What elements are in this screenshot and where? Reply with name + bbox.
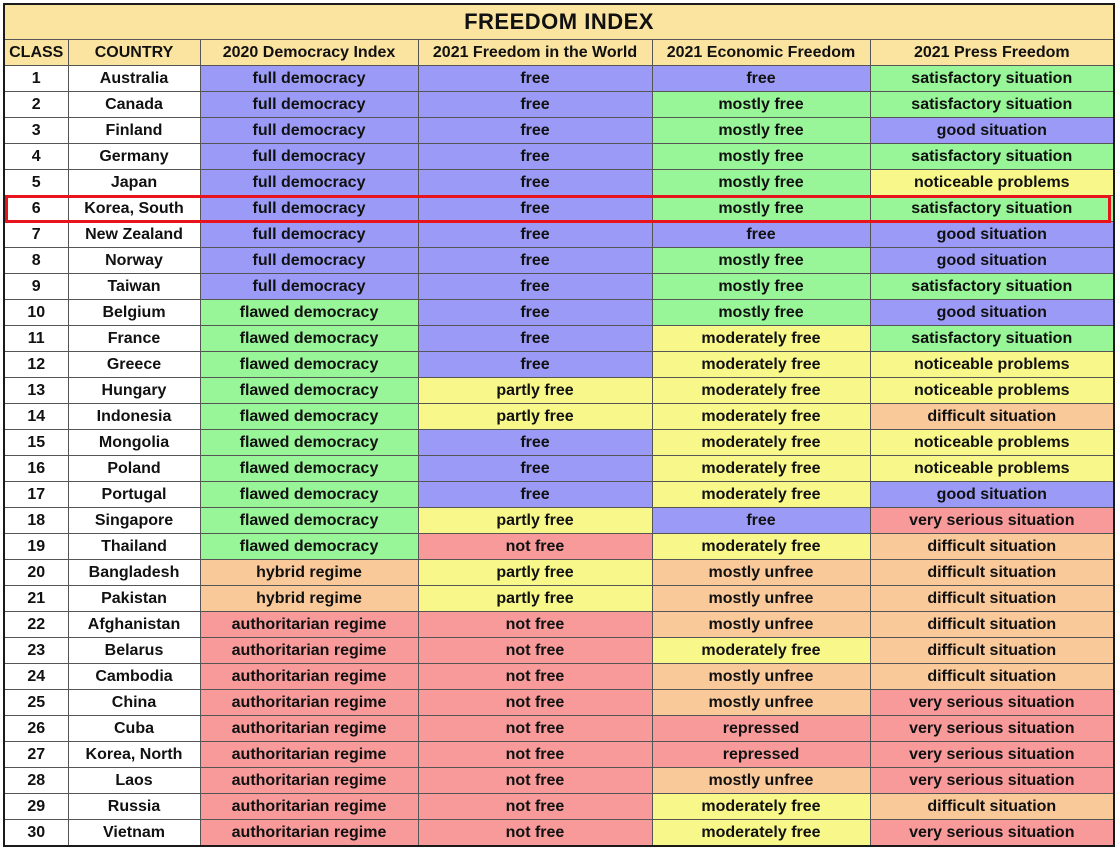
freedom-cell: free <box>418 430 652 456</box>
press-cell: very serious situation <box>870 742 1114 768</box>
table-row <box>4 534 1114 560</box>
header-economic-freedom: 2021 Economic Freedom <box>652 40 870 66</box>
democracy-cell: authoritarian regime <box>200 794 418 820</box>
economic-cell: moderately free <box>652 404 870 430</box>
table-row <box>4 326 1114 352</box>
democracy-cell: flawed democracy <box>200 300 418 326</box>
freedom-cell: not free <box>418 820 652 847</box>
country-cell: Taiwan <box>68 274 200 300</box>
country-cell: Belgium <box>68 300 200 326</box>
press-cell: noticeable problems <box>870 352 1114 378</box>
press-cell: noticeable problems <box>870 378 1114 404</box>
class-cell: 20 <box>4 560 68 586</box>
economic-cell: repressed <box>652 742 870 768</box>
freedom-cell: free <box>418 170 652 196</box>
economic-cell: mostly free <box>652 92 870 118</box>
country-cell: China <box>68 690 200 716</box>
freedom-cell: free <box>418 144 652 170</box>
democracy-cell: flawed democracy <box>200 456 418 482</box>
democracy-cell: hybrid regime <box>200 586 418 612</box>
economic-cell: moderately free <box>652 638 870 664</box>
democracy-cell: full democracy <box>200 196 418 222</box>
class-cell: 21 <box>4 586 68 612</box>
democracy-cell: flawed democracy <box>200 482 418 508</box>
country-cell: Pakistan <box>68 586 200 612</box>
class-cell: 8 <box>4 248 68 274</box>
country-cell: Thailand <box>68 534 200 560</box>
economic-cell: mostly unfree <box>652 664 870 690</box>
class-cell: 27 <box>4 742 68 768</box>
democracy-cell: flawed democracy <box>200 326 418 352</box>
country-cell: Finland <box>68 118 200 144</box>
table-row <box>4 638 1114 664</box>
class-cell: 29 <box>4 794 68 820</box>
democracy-cell: authoritarian regime <box>200 716 418 742</box>
democracy-cell: flawed democracy <box>200 352 418 378</box>
header-class: CLASS <box>4 40 68 66</box>
freedom-cell: partly free <box>418 560 652 586</box>
democracy-cell: authoritarian regime <box>200 768 418 794</box>
country-cell: France <box>68 326 200 352</box>
democracy-cell: flawed democracy <box>200 534 418 560</box>
table-row <box>4 456 1114 482</box>
table-row <box>4 274 1114 300</box>
class-cell: 14 <box>4 404 68 430</box>
economic-cell: mostly free <box>652 248 870 274</box>
freedom-cell: free <box>418 300 652 326</box>
freedom-cell: not free <box>418 612 652 638</box>
economic-cell: moderately free <box>652 430 870 456</box>
democracy-cell: authoritarian regime <box>200 820 418 847</box>
economic-cell: mostly free <box>652 274 870 300</box>
table-row <box>4 768 1114 794</box>
country-cell: Belarus <box>68 638 200 664</box>
country-cell: Cuba <box>68 716 200 742</box>
class-cell: 28 <box>4 768 68 794</box>
table-row <box>4 612 1114 638</box>
class-cell: 19 <box>4 534 68 560</box>
press-cell: very serious situation <box>870 716 1114 742</box>
class-cell: 5 <box>4 170 68 196</box>
country-cell: Singapore <box>68 508 200 534</box>
table-row <box>4 690 1114 716</box>
economic-cell: moderately free <box>652 534 870 560</box>
freedom-cell: not free <box>418 664 652 690</box>
country-cell: New Zealand <box>68 222 200 248</box>
freedom-cell: not free <box>418 690 652 716</box>
country-cell: Bangladesh <box>68 560 200 586</box>
press-cell: very serious situation <box>870 690 1114 716</box>
country-cell: Vietnam <box>68 820 200 847</box>
table-row <box>4 508 1114 534</box>
press-cell: good situation <box>870 300 1114 326</box>
freedom-cell: free <box>418 222 652 248</box>
class-cell: 13 <box>4 378 68 404</box>
freedom-cell: free <box>418 196 652 222</box>
press-cell: satisfactory situation <box>870 92 1114 118</box>
country-cell: Japan <box>68 170 200 196</box>
democracy-cell: authoritarian regime <box>200 638 418 664</box>
press-cell: difficult situation <box>870 534 1114 560</box>
country-cell: Indonesia <box>68 404 200 430</box>
economic-cell: moderately free <box>652 794 870 820</box>
freedom-cell: partly free <box>418 586 652 612</box>
press-cell: good situation <box>870 222 1114 248</box>
class-cell: 2 <box>4 92 68 118</box>
class-cell: 30 <box>4 820 68 847</box>
economic-cell: mostly free <box>652 196 870 222</box>
economic-cell: free <box>652 66 870 92</box>
freedom-cell: not free <box>418 638 652 664</box>
democracy-cell: authoritarian regime <box>200 690 418 716</box>
democracy-cell: full democracy <box>200 144 418 170</box>
economic-cell: mostly unfree <box>652 586 870 612</box>
freedom-cell: free <box>418 66 652 92</box>
economic-cell: moderately free <box>652 378 870 404</box>
press-cell: difficult situation <box>870 664 1114 690</box>
democracy-cell: flawed democracy <box>200 404 418 430</box>
freedom-cell: free <box>418 274 652 300</box>
economic-cell: moderately free <box>652 326 870 352</box>
freedom-cell: not free <box>418 534 652 560</box>
country-cell: Canada <box>68 92 200 118</box>
table-title: FREEDOM INDEX <box>4 4 1114 40</box>
economic-cell: mostly free <box>652 144 870 170</box>
country-cell: Korea, North <box>68 742 200 768</box>
press-cell: satisfactory situation <box>870 144 1114 170</box>
class-cell: 12 <box>4 352 68 378</box>
table-row <box>4 170 1114 196</box>
democracy-cell: full democracy <box>200 92 418 118</box>
table-row <box>4 794 1114 820</box>
freedom-cell: free <box>418 456 652 482</box>
class-cell: 17 <box>4 482 68 508</box>
freedom-cell: free <box>418 92 652 118</box>
country-cell: Norway <box>68 248 200 274</box>
freedom-cell: free <box>418 118 652 144</box>
table-body <box>4 66 1114 847</box>
press-cell: good situation <box>870 118 1114 144</box>
class-cell: 1 <box>4 66 68 92</box>
economic-cell: mostly unfree <box>652 612 870 638</box>
press-cell: difficult situation <box>870 612 1114 638</box>
press-cell: noticeable problems <box>870 430 1114 456</box>
class-cell: 23 <box>4 638 68 664</box>
country-cell: Hungary <box>68 378 200 404</box>
table-row <box>4 118 1114 144</box>
freedom-cell: free <box>418 482 652 508</box>
economic-cell: mostly unfree <box>652 690 870 716</box>
table-row <box>4 716 1114 742</box>
press-cell: very serious situation <box>870 508 1114 534</box>
economic-cell: moderately free <box>652 352 870 378</box>
table-row <box>4 404 1114 430</box>
economic-cell: free <box>652 222 870 248</box>
democracy-cell: flawed democracy <box>200 378 418 404</box>
header-press-freedom: 2021 Press Freedom <box>870 40 1114 66</box>
class-cell: 18 <box>4 508 68 534</box>
press-cell: noticeable problems <box>870 170 1114 196</box>
header-row <box>4 40 1114 66</box>
table-row <box>4 92 1114 118</box>
democracy-cell: full democracy <box>200 222 418 248</box>
economic-cell: mostly free <box>652 170 870 196</box>
country-cell: Mongolia <box>68 430 200 456</box>
economic-cell: moderately free <box>652 456 870 482</box>
country-cell: Russia <box>68 794 200 820</box>
table-row <box>4 742 1114 768</box>
table-row <box>4 352 1114 378</box>
class-cell: 4 <box>4 144 68 170</box>
democracy-cell: full democracy <box>200 118 418 144</box>
democracy-cell: full democracy <box>200 248 418 274</box>
table-row <box>4 430 1114 456</box>
freedom-cell: partly free <box>418 378 652 404</box>
class-cell: 24 <box>4 664 68 690</box>
press-cell: satisfactory situation <box>870 196 1114 222</box>
economic-cell: mostly free <box>652 300 870 326</box>
economic-cell: mostly unfree <box>652 768 870 794</box>
table-row <box>4 586 1114 612</box>
freedom-cell: not free <box>418 794 652 820</box>
democracy-cell: full democracy <box>200 274 418 300</box>
table-row <box>4 248 1114 274</box>
press-cell: very serious situation <box>870 820 1114 847</box>
press-cell: good situation <box>870 248 1114 274</box>
class-cell: 6 <box>4 196 68 222</box>
economic-cell: repressed <box>652 716 870 742</box>
country-cell: Korea, South <box>68 196 200 222</box>
economic-cell: moderately free <box>652 482 870 508</box>
table-row <box>4 560 1114 586</box>
table-row <box>4 378 1114 404</box>
class-cell: 25 <box>4 690 68 716</box>
press-cell: difficult situation <box>870 586 1114 612</box>
class-cell: 15 <box>4 430 68 456</box>
table-row <box>4 196 1114 222</box>
class-cell: 9 <box>4 274 68 300</box>
table-row <box>4 222 1114 248</box>
democracy-cell: full democracy <box>200 66 418 92</box>
country-cell: Laos <box>68 768 200 794</box>
country-cell: Australia <box>68 66 200 92</box>
table-row <box>4 300 1114 326</box>
table-row <box>4 664 1114 690</box>
economic-cell: mostly free <box>652 118 870 144</box>
class-cell: 26 <box>4 716 68 742</box>
freedom-cell: free <box>418 326 652 352</box>
democracy-cell: full democracy <box>200 170 418 196</box>
freedom-cell: not free <box>418 716 652 742</box>
press-cell: noticeable problems <box>870 456 1114 482</box>
header-freedom-in-the-world: 2021 Freedom in the World <box>418 40 652 66</box>
democracy-cell: authoritarian regime <box>200 612 418 638</box>
press-cell: good situation <box>870 482 1114 508</box>
country-cell: Poland <box>68 456 200 482</box>
economic-cell: free <box>652 508 870 534</box>
class-cell: 7 <box>4 222 68 248</box>
class-cell: 11 <box>4 326 68 352</box>
freedom-cell: free <box>418 352 652 378</box>
press-cell: very serious situation <box>870 768 1114 794</box>
table-row <box>4 66 1114 92</box>
democracy-cell: flawed democracy <box>200 508 418 534</box>
democracy-cell: hybrid regime <box>200 560 418 586</box>
freedom-index-table <box>3 3 1115 847</box>
table-row <box>4 144 1114 170</box>
press-cell: satisfactory situation <box>870 326 1114 352</box>
class-cell: 10 <box>4 300 68 326</box>
press-cell: difficult situation <box>870 404 1114 430</box>
freedom-cell: not free <box>418 768 652 794</box>
table-row <box>4 482 1114 508</box>
democracy-cell: authoritarian regime <box>200 742 418 768</box>
table-row <box>4 820 1114 847</box>
democracy-cell: flawed democracy <box>200 430 418 456</box>
press-cell: difficult situation <box>870 638 1114 664</box>
country-cell: Germany <box>68 144 200 170</box>
country-cell: Greece <box>68 352 200 378</box>
press-cell: difficult situation <box>870 794 1114 820</box>
class-cell: 3 <box>4 118 68 144</box>
press-cell: satisfactory situation <box>870 274 1114 300</box>
freedom-cell: partly free <box>418 508 652 534</box>
press-cell: difficult situation <box>870 560 1114 586</box>
header-country: COUNTRY <box>68 40 200 66</box>
freedom-cell: partly free <box>418 404 652 430</box>
freedom-cell: free <box>418 248 652 274</box>
class-cell: 22 <box>4 612 68 638</box>
freedom-cell: not free <box>418 742 652 768</box>
header-democracy-index: 2020 Democracy Index <box>200 40 418 66</box>
class-cell: 16 <box>4 456 68 482</box>
country-cell: Portugal <box>68 482 200 508</box>
economic-cell: moderately free <box>652 820 870 847</box>
country-cell: Cambodia <box>68 664 200 690</box>
country-cell: Afghanistan <box>68 612 200 638</box>
democracy-cell: authoritarian regime <box>200 664 418 690</box>
economic-cell: mostly unfree <box>652 560 870 586</box>
press-cell: satisfactory situation <box>870 66 1114 92</box>
